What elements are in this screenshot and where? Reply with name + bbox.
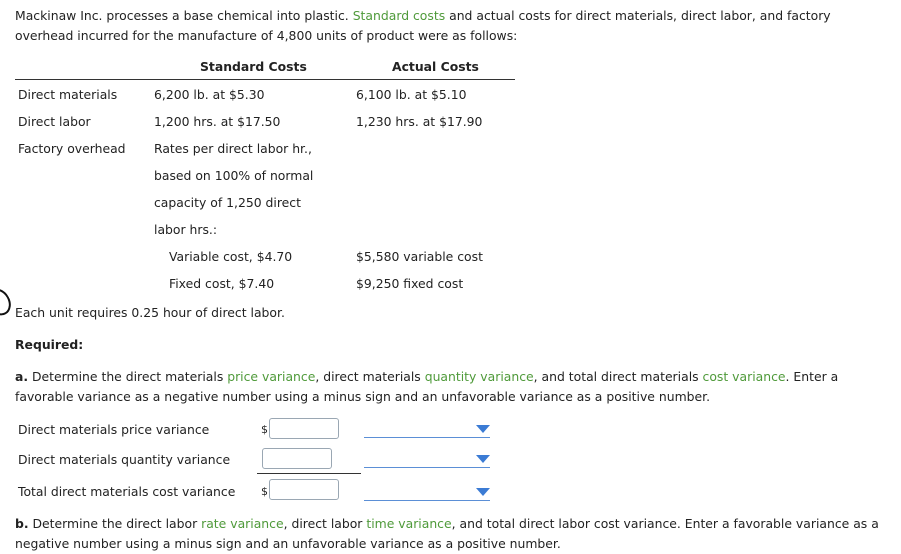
table-header-rule <box>15 79 515 80</box>
part-b-text-2: , direct labor <box>283 516 367 531</box>
standard-costs-header: Standard Costs <box>200 59 307 74</box>
dm-standard-cell: 6,200 lb. at $5.30 <box>154 87 265 102</box>
foh-standard-line-2: based on 100% of normal <box>154 168 314 183</box>
chevron-down-icon <box>476 455 490 463</box>
total-currency-symbol: $ <box>261 485 268 498</box>
time-variance-link[interactable]: time variance <box>366 516 452 531</box>
part-a-instructions <box>15 367 885 407</box>
quantity-variance-input[interactable] <box>262 448 332 469</box>
foh-standard-line-1: Rates per direct labor hr., <box>154 141 312 156</box>
chevron-down-icon <box>476 488 490 496</box>
part-b-instructions <box>15 514 885 554</box>
total-variance-dropdown[interactable] <box>364 484 490 501</box>
price-variance-label: Direct materials price variance <box>18 422 210 437</box>
foh-standard-line-4: labor hrs.: <box>154 222 218 237</box>
dl-actual-cell: 1,230 hrs. at $17.90 <box>356 114 483 129</box>
part-b-text-1: Determine the direct labor <box>28 516 202 531</box>
price-variance-link[interactable]: price variance <box>227 369 316 384</box>
dl-standard-cell: 1,200 hrs. at $17.50 <box>154 114 281 129</box>
foh-standard-line-3: capacity of 1,250 direct <box>154 195 301 210</box>
intro-paragraph <box>15 6 885 46</box>
part-b-prefix: b. <box>15 516 29 531</box>
labor-note: Each unit requires 0.25 hour of direct labor. <box>15 305 285 320</box>
intro-text-1: Mackinaw Inc. processes a base chemical into plastic. <box>15 8 353 23</box>
rate-variance-link[interactable]: rate variance <box>201 516 284 531</box>
quantity-variance-dropdown[interactable] <box>364 451 490 468</box>
price-variance-dropdown[interactable] <box>364 421 490 438</box>
row-label-direct-labor: Direct labor <box>18 114 91 129</box>
chevron-down-icon <box>476 425 490 433</box>
price-variance-input[interactable] <box>269 418 339 439</box>
total-variance-input[interactable] <box>269 479 339 500</box>
part-a-text-2: , direct materials <box>315 369 425 384</box>
price-currency-symbol: $ <box>261 423 268 436</box>
intro-text-2: and actual costs for direct materials, direct labor, and factory overhead incurred for the manufacture of 4,800 units of product were as follows: <box>15 8 831 43</box>
fixed-cost-actual: $9,250 fixed cost <box>356 276 464 291</box>
variable-cost-actual: $5,580 variable cost <box>356 249 483 264</box>
quantity-variance-label: Direct materials quantity variance <box>18 452 231 467</box>
required-heading: Required: <box>15 337 84 352</box>
part-a-text-4: . Enter a favorable variance as a negative number using a minus sign and an unfavorable variance as a positive number. <box>15 369 839 404</box>
row-label-factory-overhead: Factory overhead <box>18 141 126 156</box>
subtotal-rule <box>257 473 361 474</box>
actual-costs-header: Actual Costs <box>392 59 479 74</box>
total-variance-label: Total direct materials cost variance <box>18 484 236 499</box>
row-label-direct-materials: Direct materials <box>18 87 118 102</box>
variable-cost-standard: Variable cost, $4.70 <box>169 249 293 264</box>
dm-actual-cell: 6,100 lb. at $5.10 <box>356 87 467 102</box>
standard-costs-link[interactable]: Standard costs <box>352 8 446 23</box>
part-b-text-3: , and total direct labor cost variance. Enter a favorable variance as a negative number using a minus sign and an unfavorable variance as a positive number. <box>15 516 879 551</box>
left-edge-arc <box>0 284 16 319</box>
cost-variance-link[interactable]: cost variance <box>702 369 786 384</box>
quantity-variance-link[interactable]: quantity variance <box>424 369 534 384</box>
fixed-cost-standard: Fixed cost, $7.40 <box>169 276 275 291</box>
part-a-prefix: a. <box>15 369 29 384</box>
part-a-text-3: , and total direct materials <box>533 369 703 384</box>
part-a-text-1: Determine the direct materials <box>28 369 228 384</box>
